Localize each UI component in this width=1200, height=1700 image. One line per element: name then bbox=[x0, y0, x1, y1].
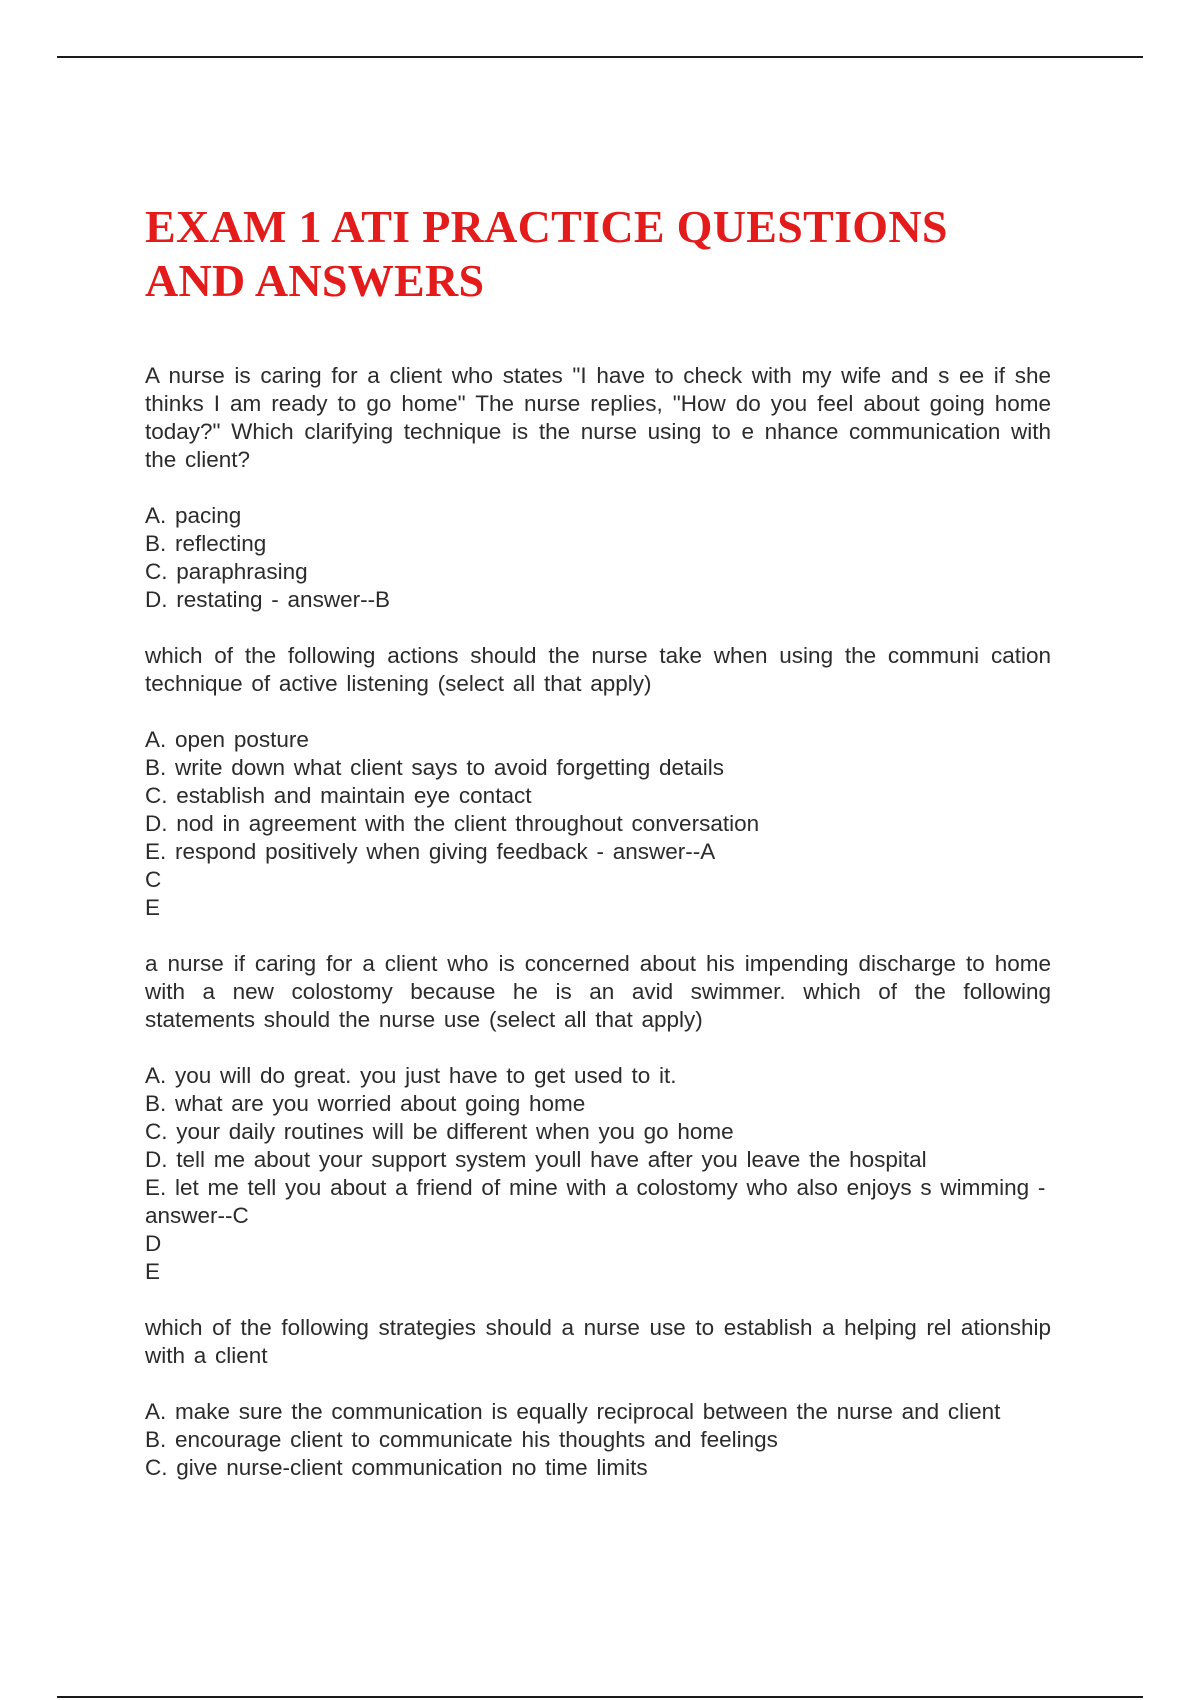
option-list bbox=[145, 502, 1051, 614]
question-block-3 bbox=[145, 950, 1051, 1286]
document-body bbox=[145, 362, 1051, 1510]
answer-letter: E bbox=[145, 1259, 161, 1284]
option-item: A. you will do great. you just have to get used to it. bbox=[145, 1063, 677, 1088]
question-block-4 bbox=[145, 1314, 1051, 1482]
option-list bbox=[145, 726, 1051, 922]
question-prompt: which of the following strategies should a nurse use to establish a helping rel ationship with a client bbox=[145, 1315, 1051, 1368]
option-item-with-answer: E. respond positively when giving feedback - answer--A bbox=[145, 839, 716, 864]
answer-letter: D bbox=[145, 1231, 162, 1256]
option-item: A. pacing bbox=[145, 503, 242, 528]
option-item: B. what are you worried about going home bbox=[145, 1091, 586, 1116]
question-prompt: a nurse if caring for a client who is concerned about his impending discharge to home with a new colostomy because he is an avid swimmer. which of the following statements should the nurse use (select all that apply) bbox=[145, 951, 1051, 1032]
option-item: A. open posture bbox=[145, 727, 309, 752]
question-block-2 bbox=[145, 642, 1051, 922]
option-item: A. make sure the communication is equally reciprocal between the nurse and client bbox=[145, 1399, 1001, 1424]
option-item: C. your daily routines will be different when you go home bbox=[145, 1119, 734, 1144]
top-rule bbox=[57, 56, 1143, 58]
option-item: B. reflecting bbox=[145, 531, 267, 556]
answer-letter: E bbox=[145, 895, 161, 920]
option-list bbox=[145, 1398, 1051, 1482]
question-prompt: which of the following actions should the nurse take when using the communi cation technique of active listening (select all that apply) bbox=[145, 643, 1051, 696]
option-item: B. encourage client to communicate his thoughts and feelings bbox=[145, 1427, 778, 1452]
option-item: D. tell me about your support system youll have after you leave the hospital bbox=[145, 1147, 927, 1172]
option-list bbox=[145, 1062, 1051, 1286]
option-item: B. write down what client says to avoid forgetting details bbox=[145, 755, 725, 780]
answer-letter: C bbox=[145, 867, 162, 892]
option-item: C. establish and maintain eye contact bbox=[145, 783, 532, 808]
option-item: C. paraphrasing bbox=[145, 559, 308, 584]
question-block-1 bbox=[145, 362, 1051, 614]
option-item: C. give nurse-client communication no time limits bbox=[145, 1455, 648, 1480]
question-prompt: A nurse is caring for a client who states "I have to check with my wife and s ee if she thinks I am ready to go home" The nurse replies, "How do you feel about going home today?" Which clarifying technique is the nurse using to e nhance communication with the client? bbox=[145, 363, 1051, 472]
option-item: D. nod in agreement with the client throughout conversation bbox=[145, 811, 760, 836]
bottom-rule bbox=[57, 1696, 1143, 1698]
option-item-with-answer: D. restating - answer--B bbox=[145, 587, 391, 612]
page-title: EXAM 1 ATI PRACTICE QUESTIONS AND ANSWERS bbox=[145, 201, 948, 306]
option-item-with-answer: E. let me tell you about a friend of mine with a colostomy who also enjoys s wimming - answer--C bbox=[145, 1175, 1046, 1228]
